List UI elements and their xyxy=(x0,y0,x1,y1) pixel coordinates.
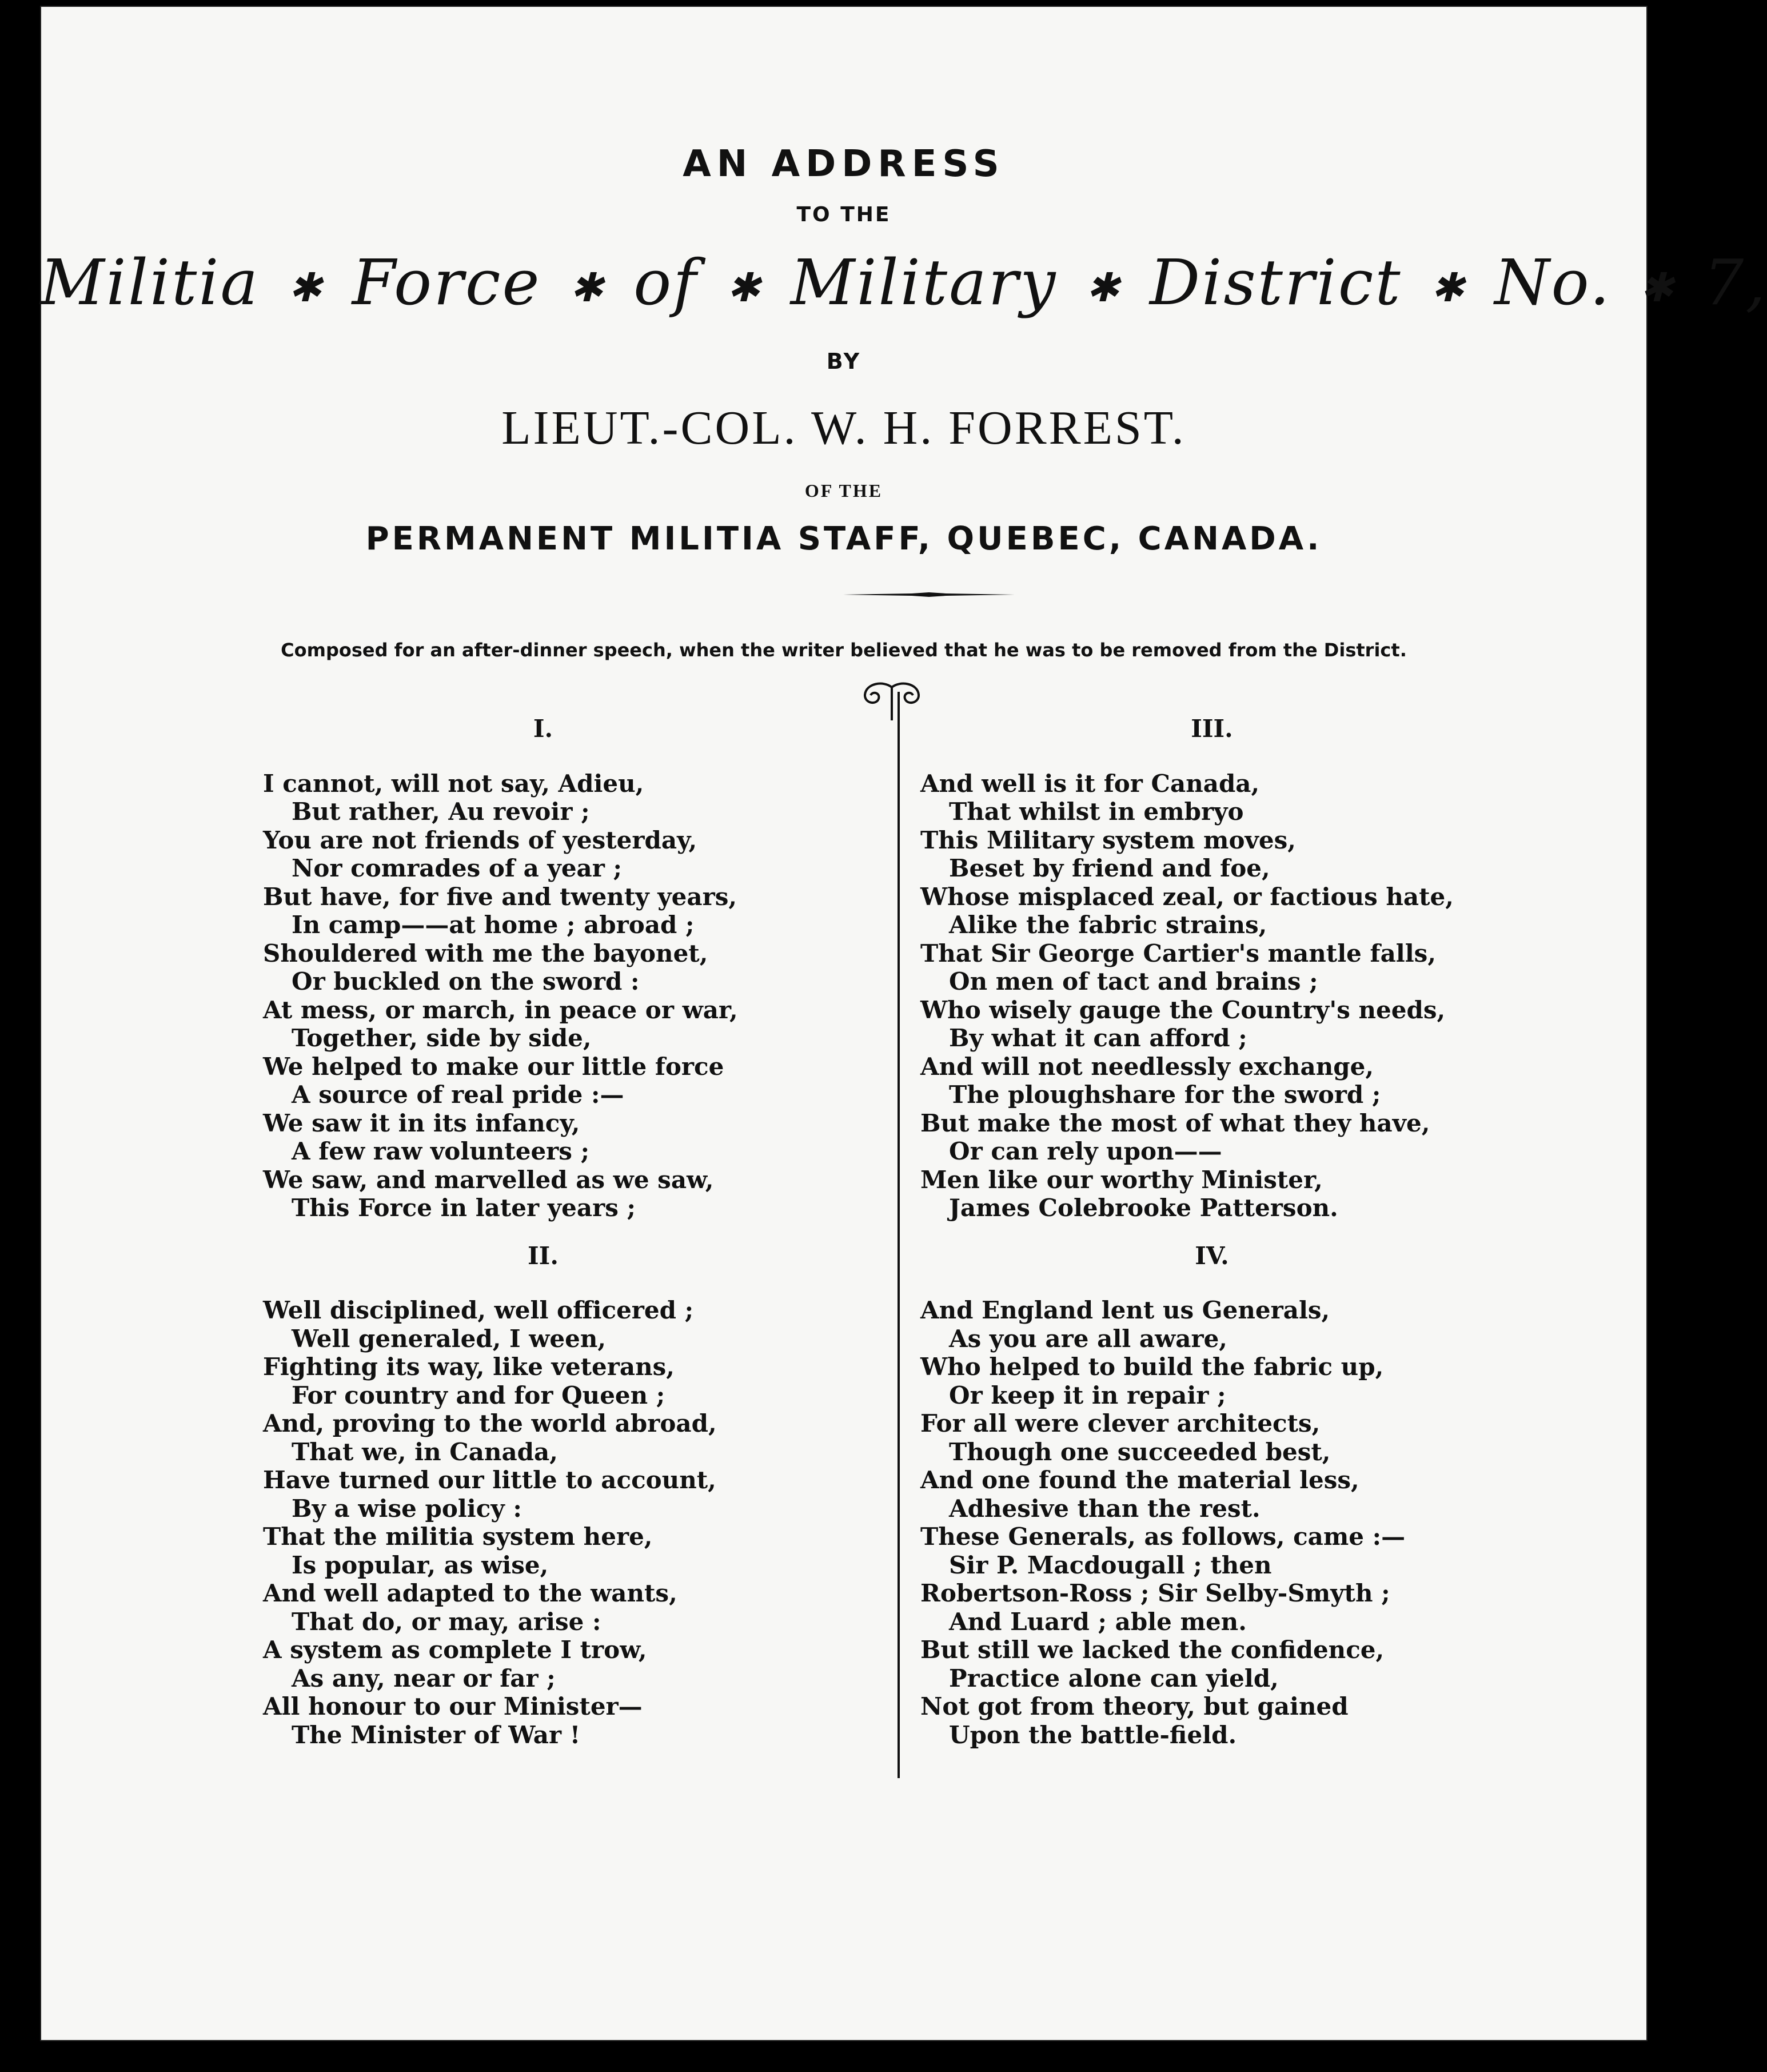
poem-line: Robertson-Ross ; Sir Selby-Smyth ; xyxy=(920,1579,1390,1607)
by-label: BY xyxy=(826,349,861,374)
poem-line: The Minister of War ! xyxy=(292,1720,581,1749)
poem-line: A few raw volunteers ; xyxy=(292,1137,590,1165)
poem-line: You are not friends of yesterday, xyxy=(263,826,697,854)
poem-line: James Colebrooke Patterson. xyxy=(949,1194,1338,1222)
poem-line: The ploughshare for the sword ; xyxy=(949,1081,1381,1109)
militia-word: Force xyxy=(352,246,541,319)
poem-line: We saw, and marvelled as we saw, xyxy=(263,1165,714,1194)
poem-line: We saw it in its infancy, xyxy=(263,1109,580,1137)
star-ornament-icon: ✱ xyxy=(569,264,605,312)
stanza-number: III. xyxy=(1191,715,1233,743)
poem-line: And well is it for Canada, xyxy=(920,769,1260,798)
militia-word: No. xyxy=(1494,246,1612,319)
poem-line: And, proving to the world abroad, xyxy=(263,1409,717,1437)
poem-line: We helped to make our little force xyxy=(263,1052,724,1081)
poem-line: That do, or may, arise : xyxy=(292,1607,601,1636)
stanza-one xyxy=(263,770,823,1222)
star-ornament-icon: ✱ xyxy=(727,264,762,312)
poem-line: Fighting its way, like veterans, xyxy=(263,1353,675,1381)
composed-note: Composed for an after-dinner speech, when the writer believed that he was to be removed from the District. xyxy=(281,639,1407,661)
poem-line: Practice alone can yield, xyxy=(949,1664,1279,1692)
star-ornament-icon: ✱ xyxy=(1430,264,1466,312)
right-column xyxy=(880,715,1543,1749)
poem-line: Who wisely gauge the Country's needs, xyxy=(920,995,1446,1024)
poem-line: All honour to our Minister— xyxy=(263,1692,643,1720)
star-ornament-icon: ✱ xyxy=(288,264,324,312)
poem-line: For all were clever architects, xyxy=(920,1409,1321,1437)
stanza-two xyxy=(263,1296,823,1749)
poem-line: In camp——at home ; abroad ; xyxy=(292,911,695,939)
poem-line: Sir P. Macdougall ; then xyxy=(949,1551,1272,1579)
poem-line: And one found the material less, xyxy=(920,1466,1359,1494)
poem-line: I cannot, will not say, Adieu, xyxy=(263,769,644,798)
stanza-number: IV. xyxy=(1195,1241,1229,1270)
poem-line: Or buckled on the sword : xyxy=(292,967,640,995)
poem-line: Shouldered with me the bayonet, xyxy=(263,939,708,967)
poem-line: Is popular, as wise, xyxy=(292,1551,549,1579)
poem-line: As you are all aware, xyxy=(949,1324,1227,1353)
stanza-four xyxy=(880,1296,1543,1749)
militia-heading xyxy=(40,246,1767,319)
poem-line: Though one succeeded best, xyxy=(949,1437,1331,1466)
poem-line: And will not needlessly exchange, xyxy=(920,1052,1374,1081)
poem-line: Upon the battle-field. xyxy=(949,1720,1237,1749)
poem-line: Not got from theory, but gained xyxy=(920,1692,1349,1720)
poem-line: Who helped to build the fabric up, xyxy=(920,1353,1384,1381)
poem-line: And Luard ; able men. xyxy=(949,1607,1247,1636)
poem-line: At mess, or march, in peace or war, xyxy=(263,995,738,1024)
document-page xyxy=(40,6,1767,2041)
militia-word: Militia xyxy=(40,246,260,319)
poem-line: This Force in later years ; xyxy=(292,1194,636,1222)
poem-line: That we, in Canada, xyxy=(292,1437,558,1466)
to-the-label: TO THE xyxy=(796,203,891,226)
star-ornament-icon: ✱ xyxy=(1086,264,1122,312)
poem-line: Alike the fabric strains, xyxy=(949,911,1267,939)
poem-line: A source of real pride :— xyxy=(292,1081,624,1109)
poem-line: For country and for Queen ; xyxy=(292,1381,665,1409)
poem-line: Men like our worthy Minister, xyxy=(920,1165,1323,1194)
poem-line: That whilst in embryo xyxy=(949,798,1244,826)
stanza-number: II. xyxy=(528,1241,559,1270)
poem-line: By what it can afford ; xyxy=(949,1024,1247,1052)
poem-line: Together, side by side, xyxy=(292,1024,592,1052)
poem-line: And England lent us Generals, xyxy=(920,1296,1330,1324)
poem-line: That the militia system here, xyxy=(263,1523,653,1551)
stanza-number: I. xyxy=(533,715,553,743)
poem-line: That Sir George Cartier's mantle falls, xyxy=(920,939,1436,967)
left-column xyxy=(263,715,823,1749)
militia-word: District xyxy=(1149,246,1402,319)
address-title: AN ADDRESS xyxy=(683,143,1005,185)
poem-line: But rather, Au revoir ; xyxy=(292,798,590,826)
poem-line: And well adapted to the wants, xyxy=(263,1579,677,1607)
militia-word: of xyxy=(633,246,699,319)
author-name: LIEUT.-COL. W. H. FORREST. xyxy=(501,401,1186,455)
poem-line: But have, for five and twenty years, xyxy=(263,882,737,911)
poem-line: Or keep it in repair ; xyxy=(949,1381,1226,1409)
poem-line: Beset by friend and foe, xyxy=(949,854,1270,882)
staff-line: PERMANENT MILITIA STAFF, QUEBEC, CANADA. xyxy=(365,520,1322,557)
of-the-label: OF THE xyxy=(804,480,883,501)
poem-line: But still we lacked the confidence, xyxy=(920,1636,1385,1664)
poem-line: Well disciplined, well officered ; xyxy=(263,1296,694,1324)
poem-line: Have turned our little to account, xyxy=(263,1466,716,1494)
poem-line: Whose misplaced zeal, or factious hate, xyxy=(920,882,1454,911)
poem-line: Well generaled, I ween, xyxy=(292,1324,606,1353)
poem-line: On men of tact and brains ; xyxy=(949,967,1318,995)
star-ornament-icon: ✱ xyxy=(1640,264,1676,312)
militia-word: Military xyxy=(790,246,1058,319)
poem-line: Or can rely upon—— xyxy=(949,1137,1222,1165)
poem-line: Adhesive than the rest. xyxy=(949,1494,1261,1523)
militia-word: 7, xyxy=(1704,246,1767,319)
poem-line: But make the most of what they have, xyxy=(920,1109,1430,1137)
poem-line: Nor comrades of a year ; xyxy=(292,854,623,882)
poem-line: A system as complete I trow, xyxy=(263,1636,647,1664)
poem-line: This Military system moves, xyxy=(920,826,1296,854)
poem-line: These Generals, as follows, came :— xyxy=(920,1523,1406,1551)
ornamental-rule-icon xyxy=(843,592,1015,597)
poem-line: By a wise policy : xyxy=(292,1494,522,1523)
poem-line: As any, near or far ; xyxy=(292,1664,556,1692)
stanza-three xyxy=(880,770,1543,1222)
